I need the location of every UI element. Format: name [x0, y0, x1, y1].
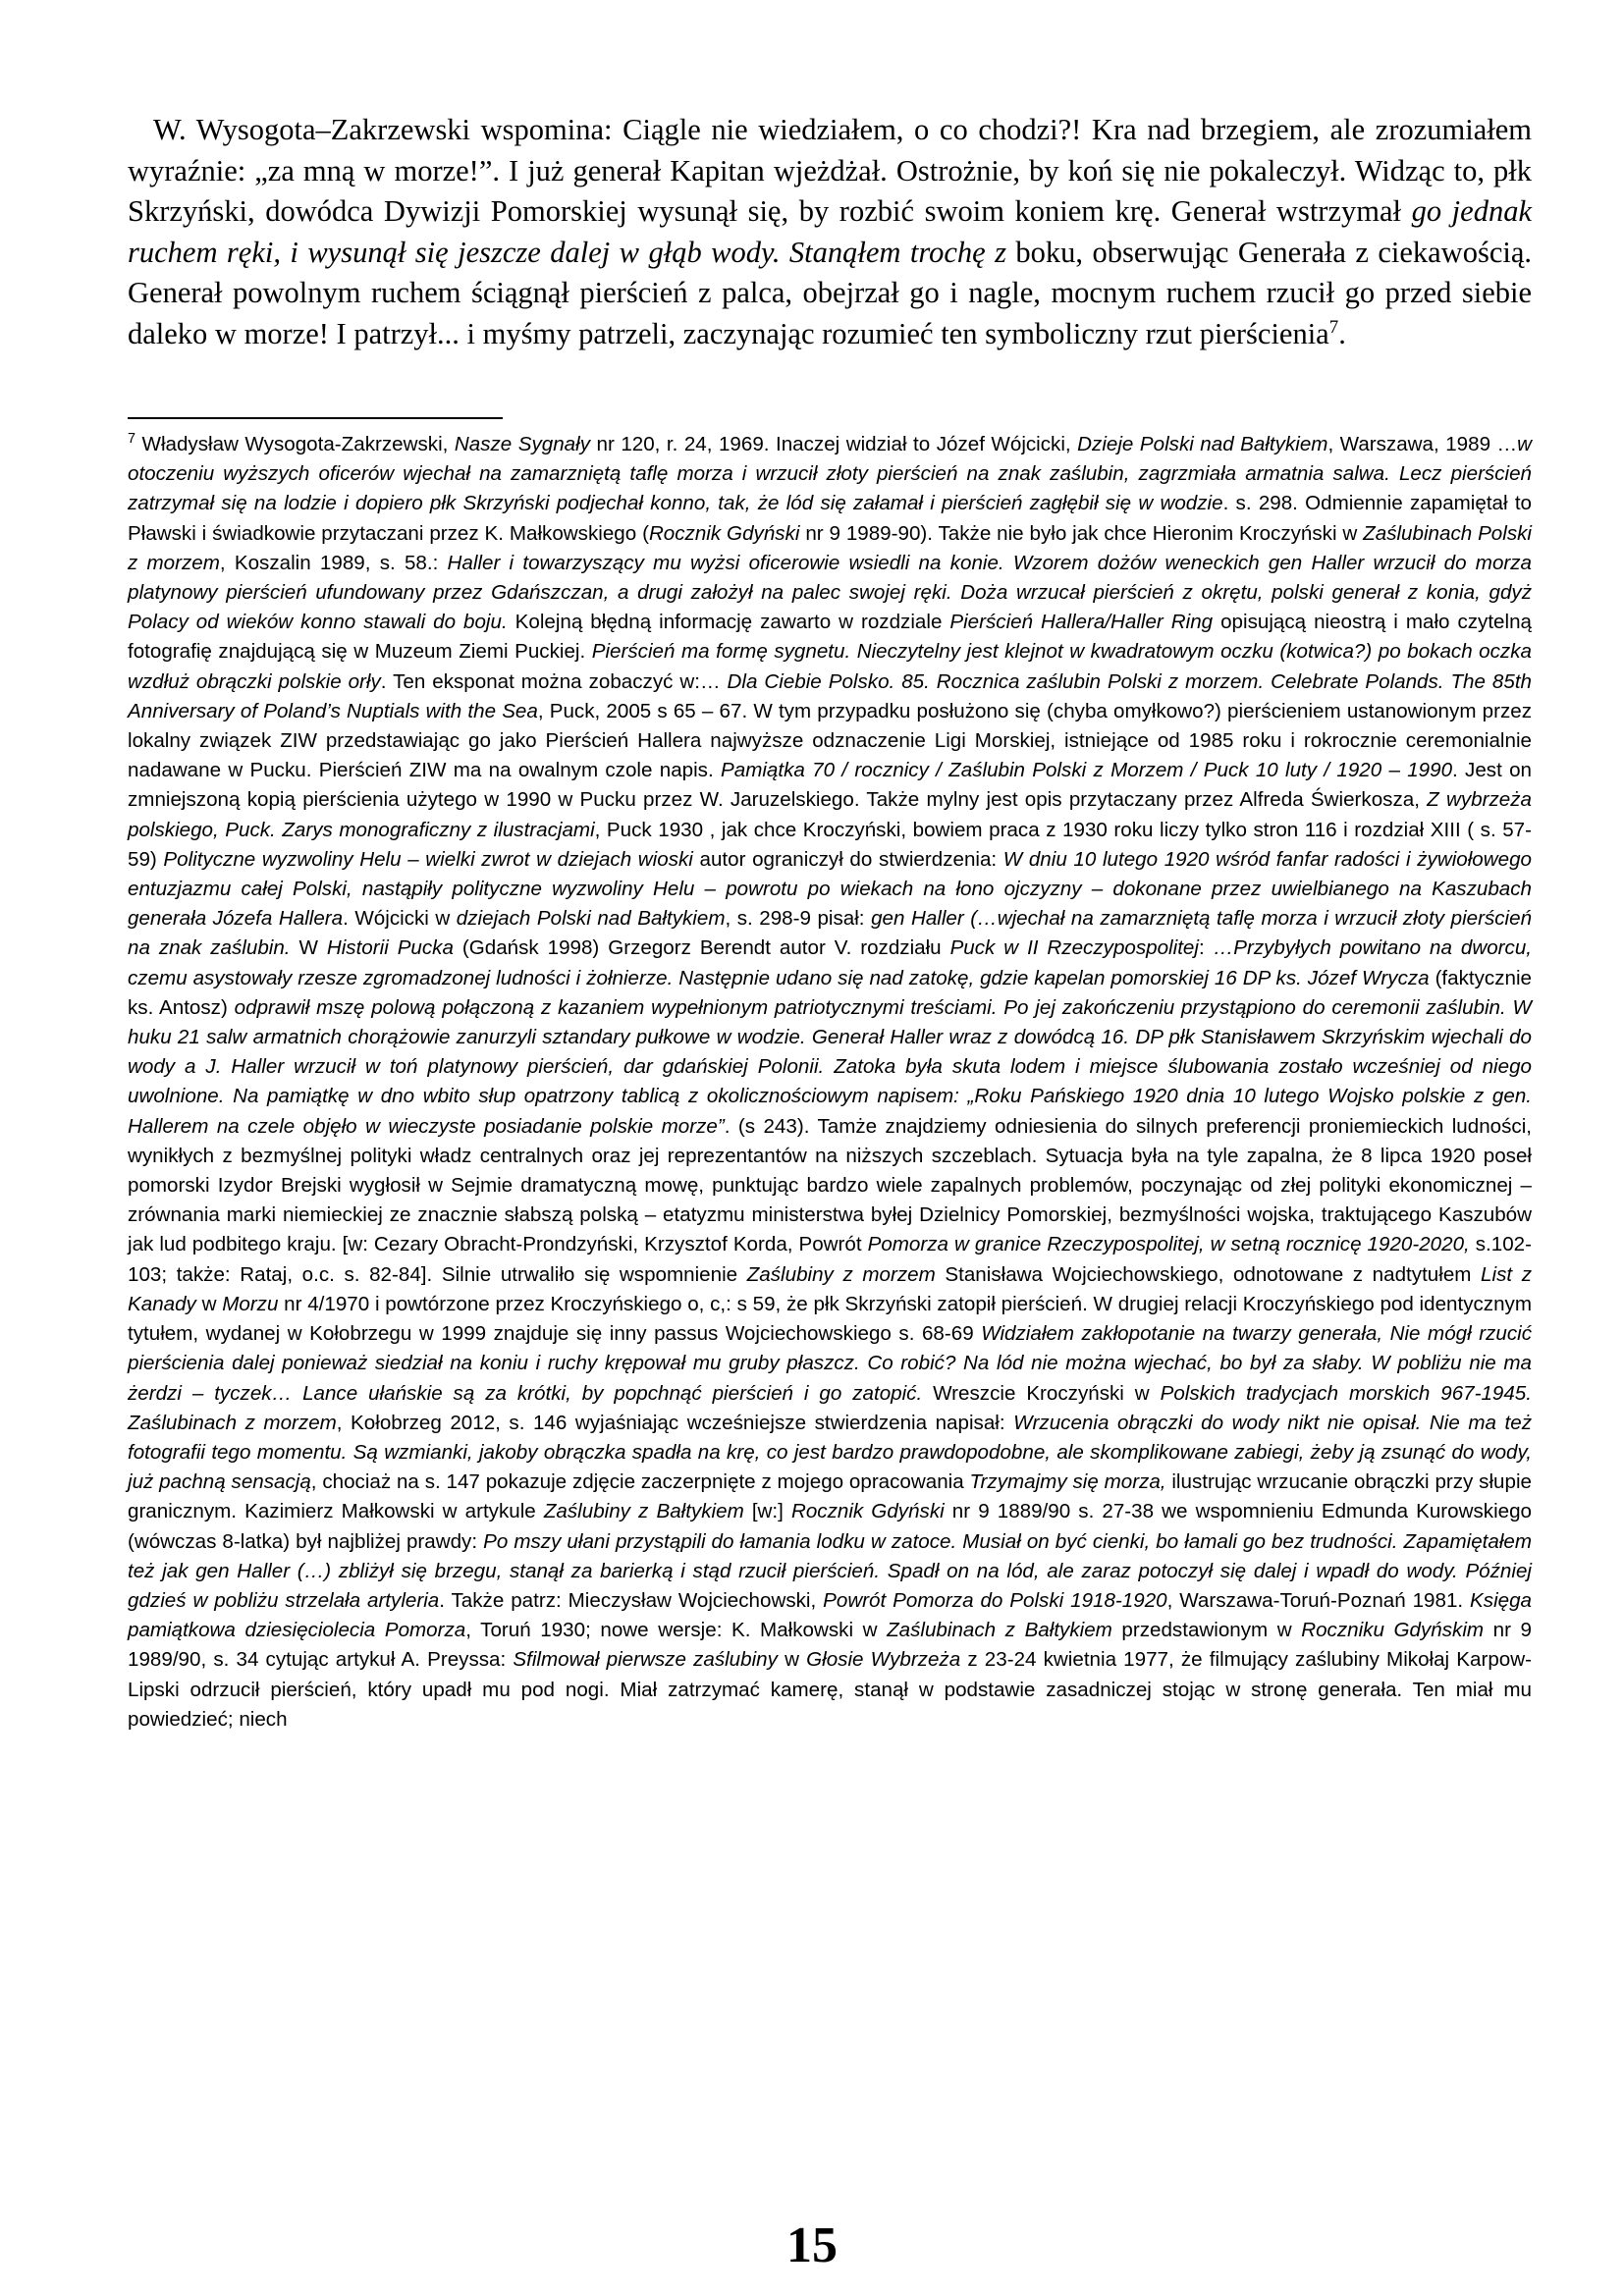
- footnote-text-run: (Gdańsk 1998) Grzegorz Berendt autor V. rozdziału: [453, 936, 950, 960]
- main-text-run: .: [1338, 316, 1346, 350]
- footnote-text-run: Kolejną błędną informację zawarto w rozdziale: [507, 611, 950, 634]
- footnote-italic-run: Sfilmował pierwsze zaślubiny: [513, 1648, 778, 1672]
- footnote-italic-run: Dla Ciebie Polsko. 85. Rocznica zaślubin Polski z morzem. Celebrate Polands. The 85th Anniversary of Poland’s Nuptials with the Sea: [128, 669, 1533, 722]
- footnote-text-run: nr 120, r. 24, 1969. Inaczej widział to Józef Wójcicki,: [590, 433, 1078, 455]
- footnote-italic-run: Pierścień ma formę sygnetu. Nieczytelny jest klejnot w kwadratowym oczku (kotwica?) po bokach oczka wzdłuż obrączki polskie orły: [128, 640, 1532, 693]
- footnote-text-run: , Kołobrzeg 2012, s. 146 wyjaśniając wcześniejsze stwierdzenia napisał:: [336, 1411, 1014, 1434]
- footnote-italic-run: gen Haller (…wjechał na zamarzniętą taflę morza i wrzucił złoty pierścień na znak zaślubin.: [128, 907, 1533, 960]
- footnote-italic-run: Trzymajmy się morza,: [969, 1470, 1166, 1494]
- main-paragraph: [128, 110, 1532, 354]
- footnote-italic-run: Księga pamiątkowa dziesięciolecia Pomorza: [128, 1588, 1533, 1642]
- footnote-text-run: nr 9 1989-90). Także nie było jak chce Hieronim Kroczyński w: [799, 521, 1364, 545]
- footnote-text-run: Wreszcie Kroczyński w: [922, 1381, 1161, 1405]
- main-text-run: W. Wysogota–Zakrzewski wspomina: Ciągle nie wiedziałem, o co chodzi?! Kra nad brzegiem, ale zrozumiałem wyraźnie: „za mną w morze!”. I już generał Kapitan wjeżdżał. Ostrożnie, by koń się nie pokaleczył. Widząc to, płk Skrzyński, dowódca Dywizji Pomorskiej wysunął się, by rozbić swoim koniem krę. Generał wstrzymał: [128, 113, 1532, 228]
- footnote-italic-run: Pamiątka 70 / rocznicy / Zaślubin Polski z Morzem / Puck 10 luty / 1920 – 1990: [721, 759, 1453, 782]
- footnote-footnote-marker: 7: [128, 431, 136, 448]
- footnote-italic-run: Głosie Wybrzeża: [806, 1648, 961, 1672]
- footnote-italic-run: Zaślubiny z Bałtykiem: [543, 1500, 744, 1523]
- footnote-text-run: , Warszawa, 1989 …: [1327, 433, 1518, 455]
- footnote-italic-run: Zaślubiny z morzem: [746, 1262, 936, 1286]
- footnote-text-run: [w:]: [743, 1500, 791, 1523]
- footnote-text-run: z 23-24 kwietnia 1977, że filmujący zaślubiny Mikołaj Karpow-Lipski odrzucił pierścień, który upadł mu pod nogi. Miał zatrzymać kamerę, stanął w podstawie zasadniczej stojąc w stronę generała. Ten miał mu powiedzieć; niech: [128, 1648, 1532, 1731]
- footnote-italic-run: odprawił mszę polową połączoną z kazaniem wypełnionym patriotycznymi treściami. Po jej zakończeniu przystąpiono do ceremonii zaślubin. W huku 21 salw armatnich chorążowie zanurzyli sztandary pułkowe w wodzie. Generał Haller wraz z dowódcą 16. DP płk Stanisławem Skrzyńskim wjechali do wody a J. Haller wrzucił w toń platynowy pierścień, dar gdańskiej Polonii. Zatoka była skuta lodem i miejsce ślubowania zostało wcześniej od niego uwolnione. Na pamiątkę w dno wbito słup opatrzony tablicą z okolicznościowym napisem: „Roku Pańskiego 1920 dnia 10 lutego Wojsko polskie z gen. Hallerem na czele objęło w wieczyste posiadanie polskie morze”: [128, 995, 1532, 1138]
- footnote-italic-run: Z wybrzeża polskiego, Puck. Zarys monograficzny z ilustracjami: [128, 788, 1532, 841]
- footnote-text-run: nr 4/1970 i powtórzone przez Kroczyńskiego o, c,: s 59, że płk Skrzyński zatopił pierścień. W drugiej relacji Kroczyńskiego pod identycznym tytułem, wydanej w Kołobrzegu w 1999 znajduje się inny passus Wojciechowskiego s. 68-69: [128, 1292, 1532, 1346]
- footnote-italic-run: Nasze Sygnały: [454, 433, 591, 455]
- footnote-text-run: , chociaż na s. 147 pokazuje zdjęcie zaczerpnięte z mojego opracowania: [310, 1470, 970, 1494]
- page-number: 15: [786, 2217, 838, 2273]
- footnote-text-run: , Koszalin 1989, s. 58.:: [219, 551, 448, 574]
- main-text-run: boku, obserwując Generała z ciekawością. Generał powolnym ruchem ściągnął pierścień z palca, obejrzał go i nagle, mocnym ruchem rzucił go przed siebie daleko w morze! I patrzył... i myśmy patrzeli, zaczynając rozumieć ten symboliczny rzut pierścienia: [128, 235, 1532, 350]
- footnote-italic-run: Dzieje Polski nad Bałtykiem: [1077, 433, 1328, 455]
- footnote-text-run: Stanisława Wojciechowskiego, odnotowane z nadtytułem: [935, 1262, 1482, 1286]
- footnote-italic-run: List z Kanady: [128, 1262, 1533, 1315]
- footnote-italic-run: Polityczne wyzwoliny Helu – wielki zwrot w dziejach wioski: [163, 847, 693, 871]
- footnote-text-run: autor ograniczył do stwierdzenia:: [692, 847, 1003, 871]
- footnote-text-run: przedstawionym w: [1111, 1619, 1302, 1642]
- footnote-text-run: nr 9 1989/90, s. 34 cytując artykuł A. Preyssa:: [128, 1619, 1532, 1672]
- footnote-text-run: . s. 298. Odmiennie zapamiętał to Pławski i świadkowie przytaczani przez K. Małkowskiego (: [128, 492, 1532, 545]
- footnote-italic-run: Zaślubinach z Bałtykiem: [887, 1619, 1112, 1642]
- footnote-italic-run: Rocznik Gdyński: [648, 521, 800, 545]
- footnote-italic-run: Puck w II Rzeczypospolitej: [949, 936, 1199, 960]
- footnote-italic-run: dziejach Polski nad Bałtykiem: [456, 907, 726, 931]
- footnote-italic-run: W dniu 10 lutego 1920 wśród fanfar radości i żywiołowego entuzjazmu całej Polski, nastąpiły polityczne wyzwoliny Helu – powrotu po wiekach na łono ojczyzny – dokonane przez uwielbianego na Kaszubach generała Józefa Hallera: [128, 847, 1532, 931]
- footnote-text-run: Władysław Wysogota-Zakrzewski,: [135, 433, 455, 455]
- footnote-text-run: w: [195, 1292, 223, 1315]
- footnote-italic-run: Wrzucenia obrączki do wody nikt nie opisał. Nie ma też fotografii tego momentu. Są wzmianki, jakoby obrączka spadła na krę, co jest bardzo prawdopodobne, ale skomplikowane zabiegi, żeby ją zsunąć do wody, już pachną sensacją: [128, 1411, 1532, 1494]
- footnote-italic-run: Widziałem zakłopotanie na twarzy generała, Nie mógł rzucić pierścienia dalej ponieważ siedział na koniu i ruchy krępował mu gruby płaszcz. Co robić? Na lód nie można wjechać, bo był za słaby. W pobliżu nie ma żerdzi – tyczek… Lance ułańskie są za krótki, by popchnąć pierścień i go zatopić.: [128, 1322, 1533, 1405]
- footnote-italic-run: Powrót Pomorza do Polski 1918-1920: [823, 1588, 1167, 1612]
- footnote-text-run: nr 9 1889/90 s. 27-38 we wspomnieniu Edmunda Kurowskiego (wówczas 8-latka) był najbliżej prawdy:: [128, 1500, 1533, 1553]
- footnote-italic-run: Po mszy ułani przystąpili do łamania lodku w zatoce. Musiał on być cienki, bo łamali go bez trudności. Zapamiętałem też jak gen Haller (…) zbliżył się brzegu, stanął za barierką i stąd rzucił pierścień. Spadł on na lód, ale zaraz potoczył się dalej i wpadł do wody. Później gdzieś w pobliżu strzelała artyleria: [128, 1529, 1533, 1612]
- footnote-text-run: . Wójcicki w: [343, 907, 457, 931]
- footnote-text-run: , Puck 1930 , jak chce Kroczyński, bowiem praca z 1930 roku liczy tylko stron 116 i rozdział XIII ( s. 57-59): [128, 818, 1532, 871]
- footnote-7: [128, 430, 1532, 1735]
- footnote-text-run: w: [777, 1648, 807, 1672]
- footnote-text-run: s.102-103; także: Rataj, o.c. s. 82-84]. Silnie utrwaliło się wspomnienie: [128, 1233, 1532, 1286]
- footnote-italic-run: Pierścień Hallera/Haller Ring: [949, 611, 1214, 634]
- footnote-text-run: opisującą nieostrą i mało czytelną fotografię znajdującą się w Muzeum Ziemi Puckiej.: [128, 611, 1532, 664]
- footnote-italic-run: Pomorza w granice Rzeczypospolitej, w setną rocznicę 1920-2020,: [867, 1233, 1470, 1256]
- footnote-italic-run: Roczniku Gdyńskim: [1301, 1619, 1485, 1642]
- footnote-italic-run: …Przybyłych powitano na dworcu, czemu asystowały rzesze zgromadzonej ludności i żołnierze. Następnie udano się nad zatokę, gdzie kapelan pomorskiej 16 DP ks. Józef Wrycza: [128, 936, 1532, 989]
- footnote-italic-run: Morzu: [222, 1292, 279, 1315]
- footnote-italic-run: w otoczeniu wyższych oficerów wjechał na zamarzniętą taflę morza i wrzucił złoty pierścień na znak zaślubin, zagrzmiała armatnia salwa. Lecz pierścień zatrzymał się na lodzie i dopiero płk Skrzyński podjechał konno, tak, że lód się załamał i pierścień zagłębił się w wodzie: [128, 433, 1533, 515]
- footnote-italic-run: Historii Pucka: [326, 936, 454, 960]
- footnote-text-run: , Toruń 1930; nowe wersje: K. Małkowski w: [465, 1619, 888, 1642]
- footnote-text-run: W: [290, 936, 327, 960]
- footnote-text-run: (faktycznie ks. Antosz): [128, 966, 1532, 1019]
- footnote-text-run: :: [1198, 936, 1214, 960]
- footnote-italic-run: Zaślubinach Polski z morzem: [128, 521, 1533, 574]
- main-italic-run: go jednak ruchem ręki, i wysunął się jeszcze dalej w głąb wody. Stanąłem trochę z: [128, 194, 1532, 269]
- main-footnote-marker: 7: [1328, 316, 1339, 338]
- footnote-italic-run: Rocznik Gdyński: [790, 1500, 945, 1523]
- footnote-italic-run: Polskich tradycjach morskich 967-1945. Zaślubinach z morzem: [128, 1381, 1532, 1434]
- footnote-text-run: . Także patrz: Mieczysław Wojciechowski,: [439, 1588, 824, 1612]
- footnote-text-run: ilustrując wrzucanie obrączki przy słupie granicznym. Kazimierz Małkowski w artykule: [128, 1470, 1532, 1523]
- footnote-text-run: . Ten eksponat można zobaczyć w:…: [380, 669, 728, 693]
- footnote-text-run: . Jest on zmniejszoną kopią pierścienia użytego w 1990 w Pucku przez W. Jaruzelskiego. Także mylny jest opis przytaczany przez Alfreda Świerkosza,: [128, 759, 1533, 812]
- footnote-text-run: , Warszawa-Toruń-Poznań 1981.: [1166, 1588, 1471, 1612]
- footnote-text-run: , s. 298-9 pisał:: [725, 907, 872, 931]
- footnote-text-run: . (s 243). Tamże znajdziemy odniesienia do silnych preferencji proniemieckich ludności, wynikłych z bezmyślnej polityki władz centralnych oraz jej reprezentantów na niższych szczeblach. Sytuacja była na tyle zapalna, że 8 lipca 1920 poseł pomorski Izydor Brejski wygłosił w Sejmie dramatyczną mowę, punktując bardzo wiele zapalnych problemów, poczynając od złej polityki ekonomicznej – zrównania marki niemieckiej ze znacznie słabszą polską – etatyzmu ministerstwa byłej Dzielnicy Pomorskiej, bezmyślności wojska, traktującego Kaszubów jak lud podbitego kraju. [w: Cezary Obracht-Prondzyński, Krzysztof Korda, Powrót: [128, 1114, 1532, 1256]
- footnote-italic-run: Haller i towarzyszący mu wyżsi oficerowie wsiedli na konie. Wzorem dożów weneckich gen Haller wrzucił do morza platynowy pierścień ufundowany przez Gdańszczan, a drugi założył na palec swojej ręki. Doża wrzucał pierścień z okrętu, polski generał z konia, gdyż Polacy od wieków konno stawali do boju.: [128, 551, 1533, 634]
- footnote-separator: [128, 417, 503, 419]
- footnote-text-run: , Puck, 2005 s 65 – 67. W tym przypadku posłużono się (chyba omyłkowo?) pierścieniem ustanowionym przez lokalny związek ZIW przedstawiając go jako Pierścień Hallera najwyższe odznaczenie Ligi Morskiej, istniejące od 1985 roku i rokrocznie ceremonialnie nadawane w Pucku. Pierścień ZIW ma na owalnym czole napis.: [128, 699, 1532, 782]
